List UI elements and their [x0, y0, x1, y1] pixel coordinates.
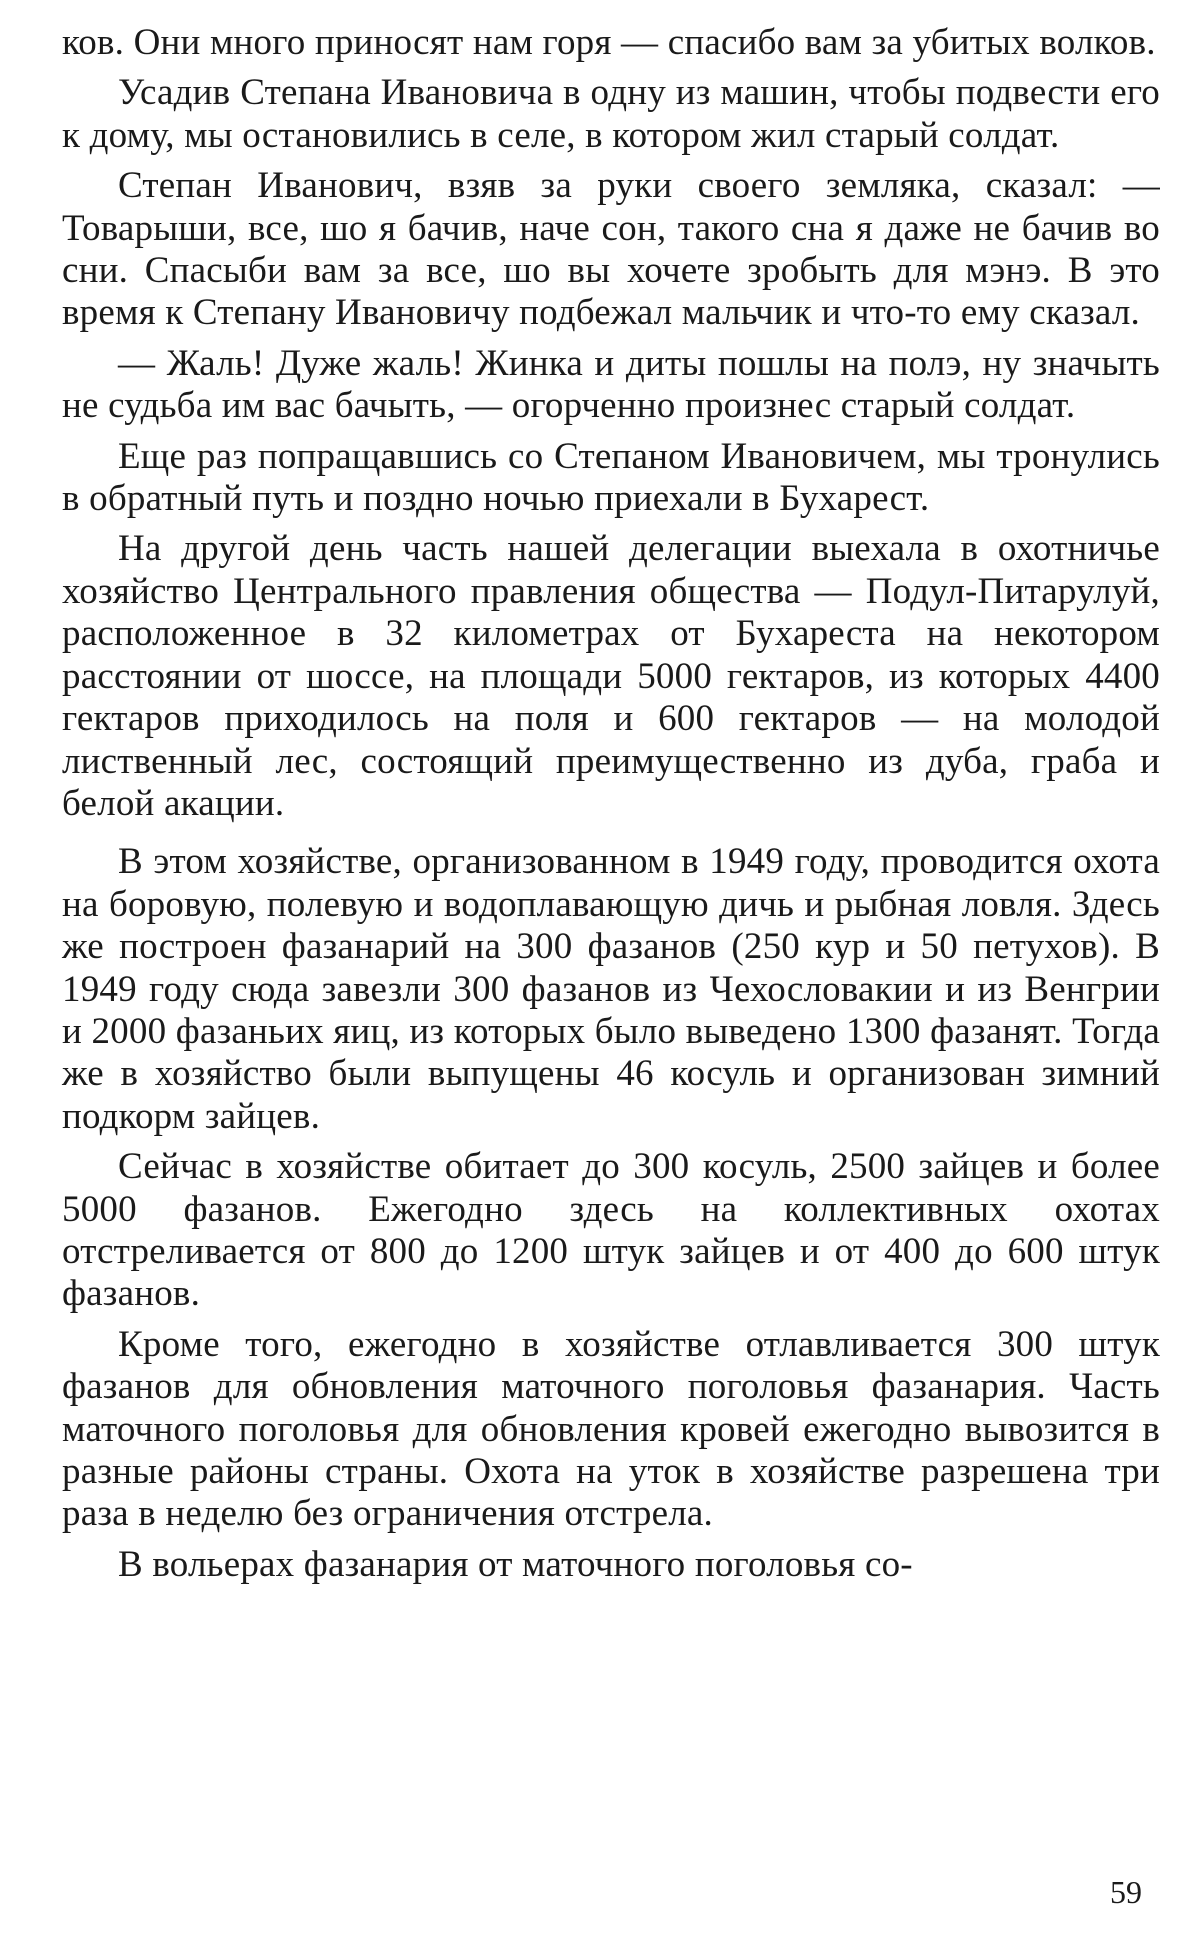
paragraph: Кроме того, ежегодно в хозяйстве отлавливается 300 штук фазанов для обновления маточного поголовья фазанария. Часть маточного поголовья для обновления кровей ежегодно вывозится в разные районы страны. Охота на уток в хозяйстве разрешена три раза в неделю без ограничения отстрела.: [62, 1323, 1160, 1535]
paragraph: На другой день часть нашей делегации выехала в охотничье хозяйство Центрального правления общества — Подул-Питарулуй, расположенное в 32 километрах от Бухареста на некотором расстоянии от шоссе, на площади 5000 гектаров, из которых 4400 гектаров приходилось на поля и 600 гектаров — на молодой лиственный лес, состоящий преимущественно из дуба, граба и белой акации.: [62, 528, 1160, 824]
paragraph: — Жаль! Дуже жаль! Жинка и диты пошлы на полэ, ну значыть не судьба им вас бачыть, — огорченно произнес старый солдат.: [62, 342, 1160, 427]
paragraph: Еще раз попращавшись со Степаном Ивановичем, мы тронулись в обратный путь и поздно ночью приехали в Бухарест.: [62, 435, 1160, 520]
paragraph: В этом хозяйстве, организованном в 1949 году, проводится охота на боровую, полевую и водоплавающую дичь и рыбная ловля. Здесь же построен фазанарий на 300 фазанов (250 кур и 50 петухов). В 1949 году сюда завезли 300 фазанов из Чехословакии и из Венгрии и 2000 фазаньих яиц, из которых было выведено 1300 фазанят. Тогда же в хозяйство были выпущены 46 косуль и организован зимний подкорм зайцев.: [62, 841, 1160, 1137]
body-text: [62, 22, 1160, 1586]
paragraph: Степан Иванович, взяв за руки своего земляка, сказал: — Товарыши, все, шо я бачив, наче сон, такого сна я даже не бачив во сни. Спасыби вам за все, шо вы хочете зробыть для мэнэ. В это время к Степану Ивановичу подбежал мальчик и что-то ему сказал.: [62, 165, 1160, 334]
paragraph: Сейчас в хозяйстве обитает до 300 косуль, 2500 зайцев и более 5000 фазанов. Ежегодно здесь на коллективных охотах отстреливается от 800 до 1200 штук зайцев и от 400 до 600 штук фазанов.: [62, 1146, 1160, 1315]
paragraph: В вольерах фазанария от маточного поголовья со-: [118, 1543, 913, 1585]
page-number: 59: [1110, 1874, 1142, 1910]
paragraph: Усадив Степана Ивановича в одну из машин, чтобы подвести его к дому, мы остановились в селе, в котором жил старый солдат.: [62, 72, 1160, 156]
paragraph-continued: ков. Они много приносят нам горя — спасибо вам за убитых волков.: [62, 22, 1156, 63]
